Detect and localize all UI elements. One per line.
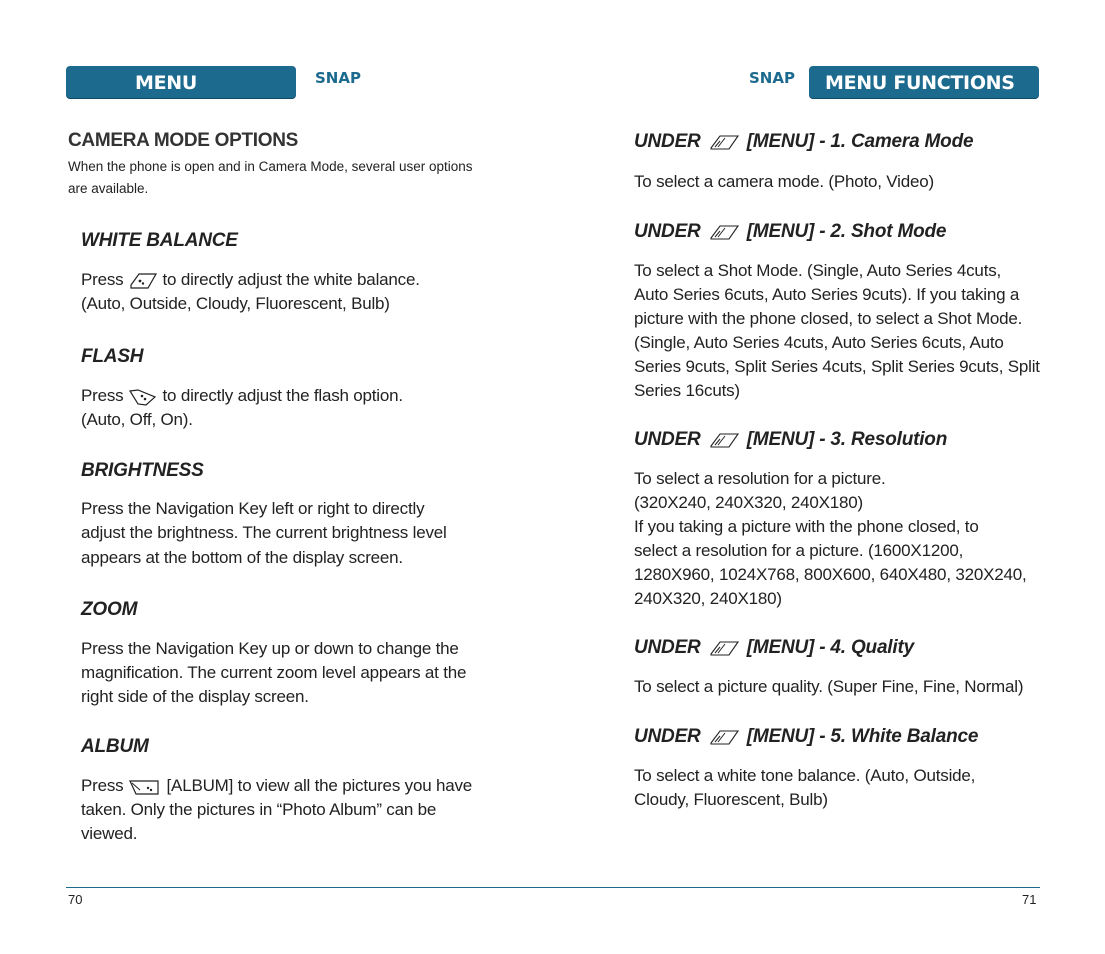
menu-functions-tab-left [66,66,296,128]
section-body-resolution: To select a resolution for a picture. (320X240, 240X320, 240X180) If you taking a picture with the phone closed, to select a resolution for a picture. (1600X1200, 1280X960, 1024X768, 800X600, 640X480, 320X240, 240X320, 240X180) [634,469,1027,608]
flash-key-icon [128,387,158,407]
section-title-shot-mode: UNDER [MENU] - 2. Shot Mode [634,221,947,242]
page-heading: CAMERA MODE OPTIONS [68,130,299,151]
page-number-right: 71 [1022,892,1037,907]
menu-functions-tab-right [809,66,1039,98]
section-title-brightness: BRIGHTNESS [81,460,204,481]
snap-label-left: SNAP [315,69,361,87]
menu-soft-key-icon [708,132,740,152]
section-title-zoom: ZOOM [81,599,138,620]
album-key-icon [128,777,162,797]
white-balance-key-icon [128,271,158,291]
section-title-white-balance: WHITE BALANCE [81,230,238,251]
menu-soft-key-icon [708,430,740,450]
section-title-white-balance-menu: UNDER [MENU] - 5. White Balance [634,726,979,747]
section-body-white-balance: Press to directly adjust the white balance. (Auto, Outside, Cloudy, Fluorescent, Bulb) [81,270,420,313]
section-title-resolution: UNDER [MENU] - 3. Resolution [634,429,948,450]
tab-label: MENU FUNCTIONS [135,72,257,128]
footer-rule [66,887,1040,888]
tab-label: MENU FUNCTIONS [825,72,1015,94]
intro-text: When the phone is open and in Camera Mode, several user options are available. [68,159,473,196]
section-body-quality: To select a picture quality. (Super Fine, Fine, Normal) [634,677,1024,696]
menu-soft-key-icon [708,727,740,747]
section-body-brightness: Press the Navigation Key left or right to directly adjust the brightness. The current brightness level appears at the bottom of the display screen. [81,499,447,567]
snap-label-right: SNAP [749,69,795,87]
section-title-camera-mode: UNDER [MENU] - 1. Camera Mode [634,131,974,152]
section-body-shot-mode: To select a Shot Mode. (Single, Auto Series 4cuts, Auto Series 6cuts, Auto Series 9cuts). If you taking a picture with the phone closed, to select a Shot Mode. (Single, Auto Series 4cuts, Auto Series 6cuts, Auto Series 9cuts, Split Series 4cuts, Split Series 9cuts, Split Series 16cuts) [634,261,1040,400]
menu-soft-key-icon [708,222,740,242]
page-number-left: 70 [68,892,83,907]
section-body-camera-mode: To select a camera mode. (Photo, Video) [634,172,934,191]
section-title-flash: FLASH [81,346,144,367]
menu-soft-key-icon [708,638,740,658]
section-title-quality: UNDER [MENU] - 4. Quality [634,637,914,658]
section-body-flash: Press to directly adjust the flash option. (Auto, Off, On). [81,386,403,429]
section-body-zoom: Press the Navigation Key up or down to change the magnification. The current zoom level appears at the right side of the display screen. [81,639,467,706]
section-title-album: ALBUM [81,736,149,757]
section-body-white-balance-menu: To select a white tone balance. (Auto, Outside, Cloudy, Fluorescent, Bulb) [634,766,976,809]
section-body-album: Press [ALBUM] to view all the pictures you have taken. Only the pictures in “Photo Album” can be viewed. [81,776,473,843]
